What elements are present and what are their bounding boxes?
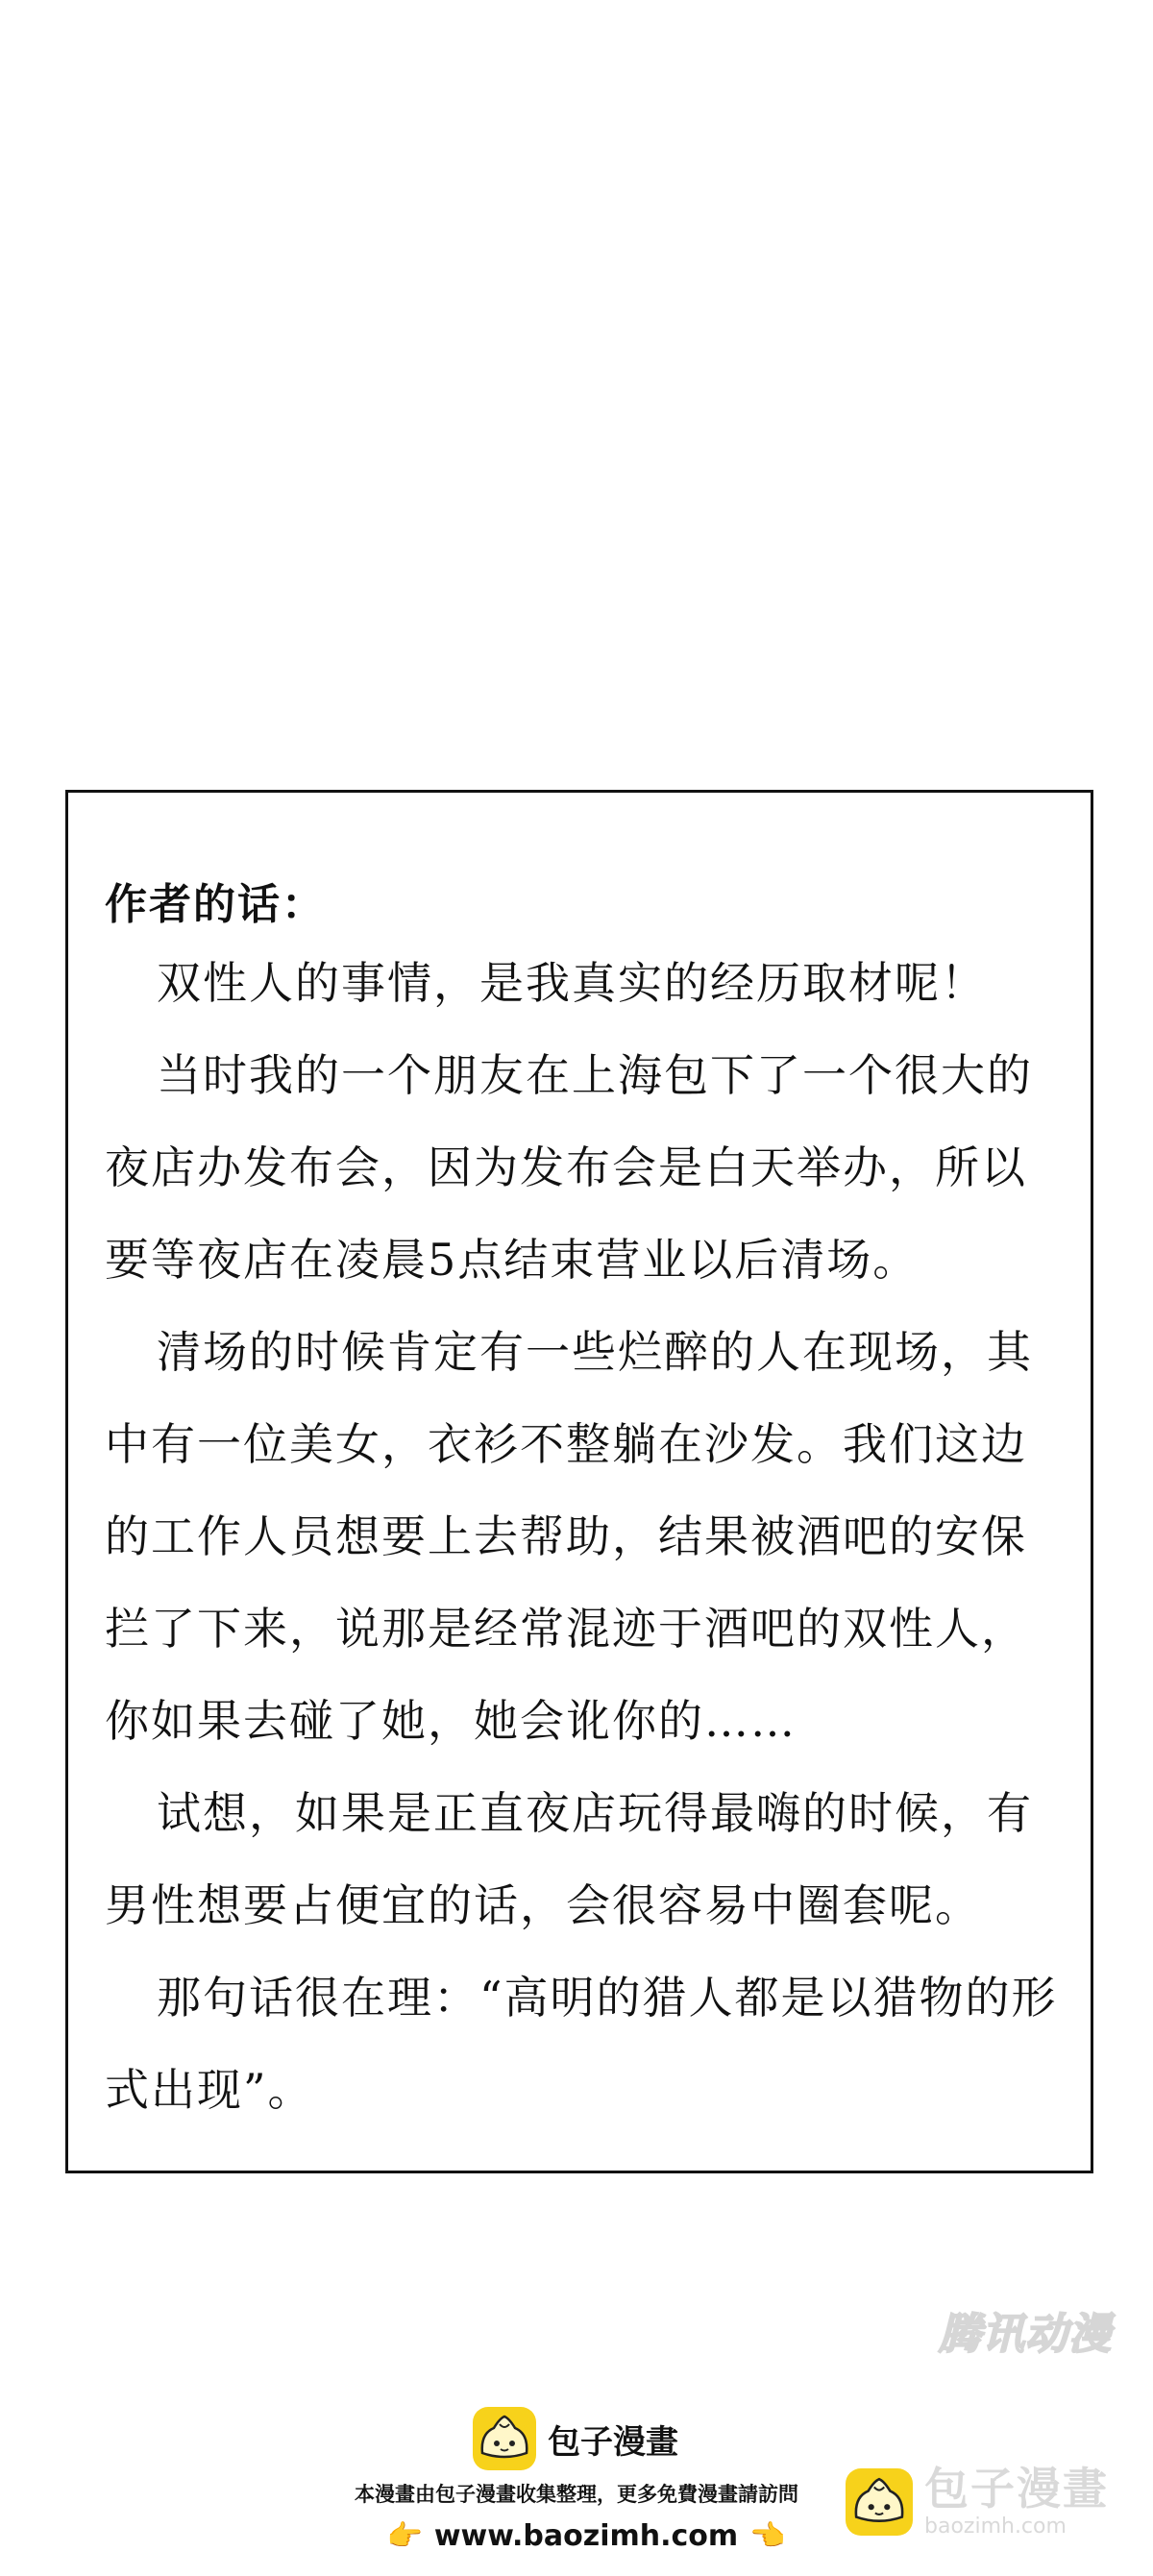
- brand-name: 包子漫畫: [548, 2422, 678, 2462]
- baozi-bun-icon: [473, 2407, 536, 2470]
- promo-text: 本漫畫由包子漫畫收集整理，更多免費漫畫請訪問: [355, 2483, 798, 2506]
- pointing-left-icon: 👈: [749, 2518, 786, 2553]
- site-link[interactable]: [375, 2514, 797, 2558]
- note-paragraph: 双性人的事情，是我真实的经历取材呢！: [157, 957, 987, 1009]
- corner-brand-name: 包子漫畫: [924, 2463, 1109, 2515]
- author-note-box: [65, 790, 1093, 2173]
- tencent-comic-watermark: 腾讯动漫: [939, 2310, 1112, 2359]
- baozi-bun-icon: [846, 2468, 913, 2536]
- author-note-title: 作者的话：: [105, 880, 326, 929]
- note-paragraph: 那句话很在理：“高明的猎人都是以猎物的形式出现”。: [105, 1972, 1058, 2116]
- pointing-right-icon: 👉: [386, 2518, 423, 2553]
- site-url[interactable]: www.baozimh.com: [433, 2518, 739, 2553]
- corner-brand-url: baozimh.com: [924, 2515, 1067, 2539]
- baozi-brand[interactable]: [473, 2402, 678, 2475]
- note-paragraph: 清场的时候肯定有一些烂醉的人在现场，其中有一位美女，衣衫不整躺在沙发。我们这边的工作人员想要上去帮助，结果被酒吧的安保拦了下来，说那是经常混迹于酒吧的双性人，你如果去碰了她，她会讹你的……: [105, 1326, 1033, 1747]
- note-paragraph: 试想，如果是正直夜店玩得最嗨的时候，有男性想要占便宜的话，会很容易中圈套呢。: [105, 1787, 1033, 1931]
- note-paragraph: 当时我的一个朋友在上海包下了一个很大的夜店办发布会，因为发布会是白天举办，所以要等夜店在凌晨5点结束营业以后清场。: [105, 1049, 1033, 1286]
- corner-brand-logo: [846, 2464, 1109, 2540]
- author-note-body: [105, 937, 1066, 2136]
